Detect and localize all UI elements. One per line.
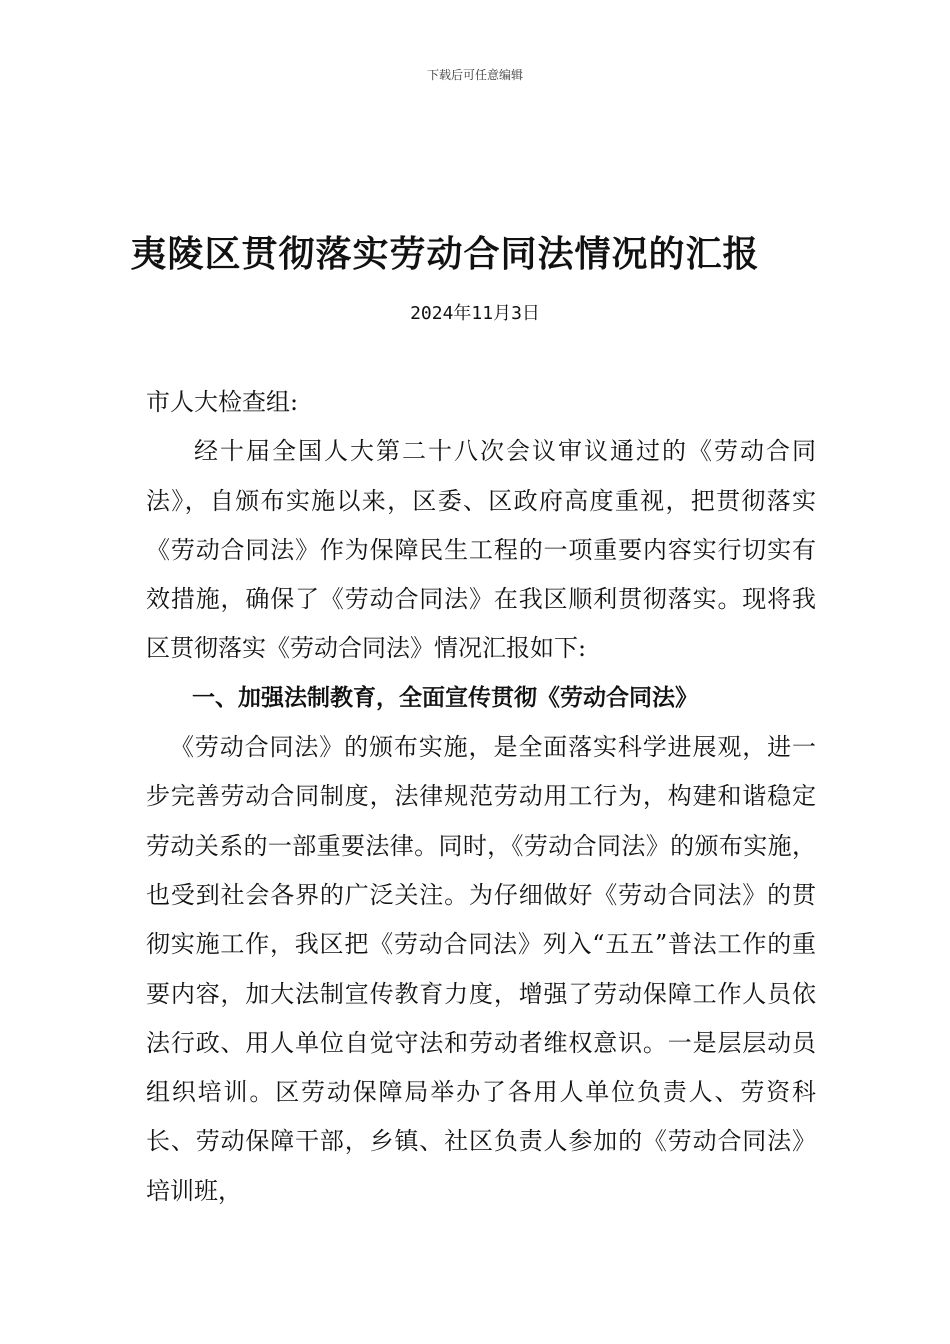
salutation: 市人大检查组: xyxy=(146,388,299,416)
document-date: 2024年11月3日 xyxy=(410,303,540,324)
section-paragraph: 《劳动合同法》的颁布实施，是全面落实科学进展观，进一步完善劳动合同制度，法律规范劳动用工行为，构建和谐稳定劳动关系的一部重要法律。同时，《劳动合同法》的颁布实施，也受到社会各界的广泛关注。为仔细做好《劳动合同法》的贯彻实施工作，我区把《劳动合同法》列入“五五”普法工作的重要内容，加大法制宣传教育力度，增强了劳动保障工作人员依法行政、用人单位自觉守法和劳动者维权意识。一是层层动员组织培训。区劳动保障局举办了各用人单位负责人、劳资科长、劳动保障干部，乡镇、社区负责人参加的《劳动合同法》培训班， xyxy=(146,733,816,1205)
document-body xyxy=(146,378,816,1216)
section-heading: 一、加强法制教育，全面宣传贯彻《劳动合同法》 xyxy=(192,684,698,711)
intro-paragraph: 经十届全国人大第二十八次会议审议通过的《劳动合同法》，自颁布实施以来，区委、区政府高度重视，把贯彻落实《劳动合同法》作为保障民生工程的一项重要内容实行切实有效措施，确保了《劳动合同法》在我区顺利贯彻落实。现将我区贯彻落实《劳动合同法》情况汇报如下: xyxy=(146,437,816,663)
page-header-note: 下载后可任意编辑 xyxy=(426,68,523,82)
document-title: 夷陵区贯彻落实劳动合同法情况的汇报 xyxy=(130,233,760,275)
